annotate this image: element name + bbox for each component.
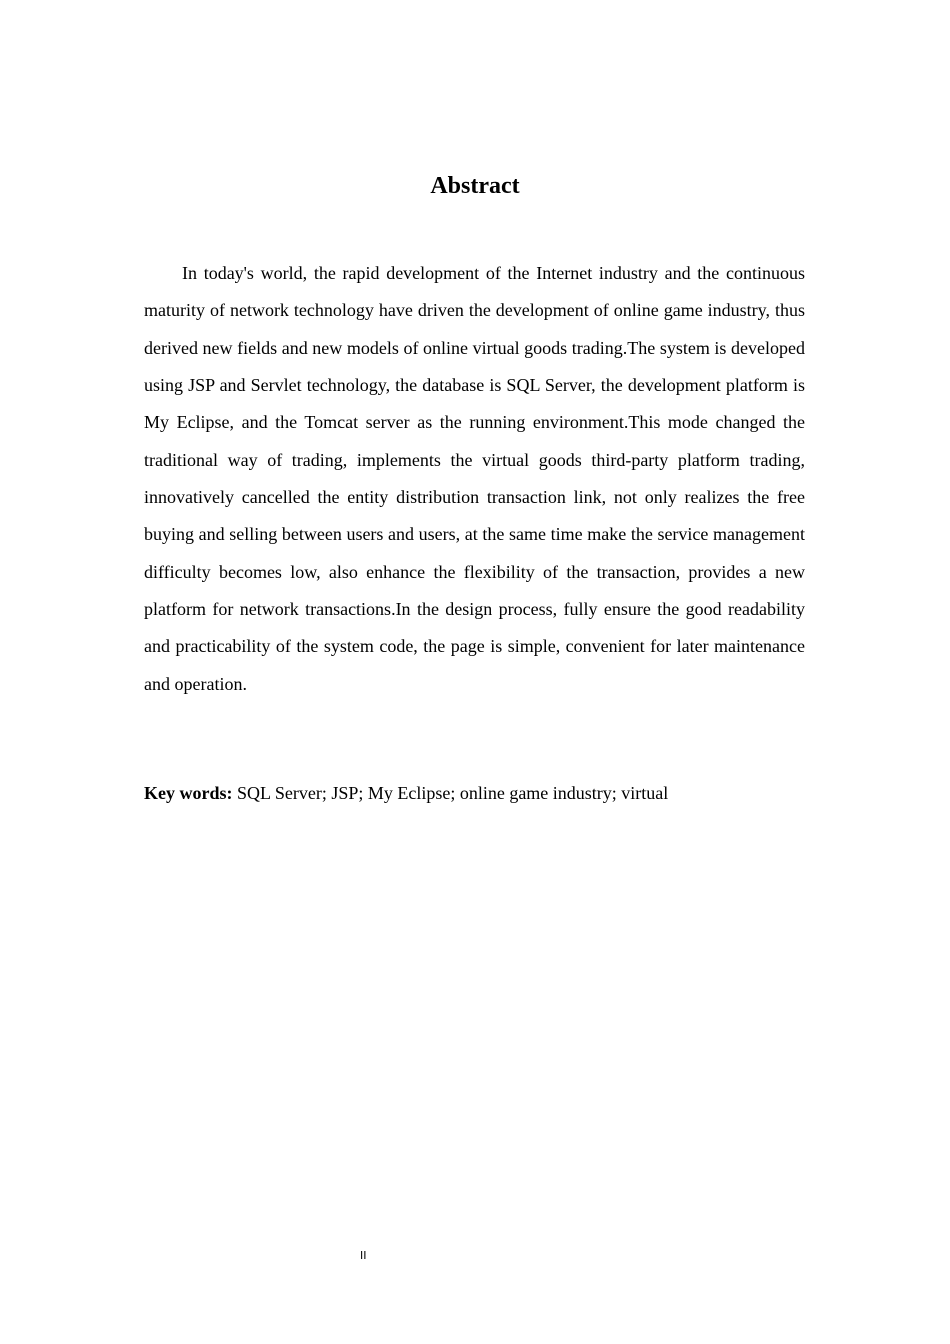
keywords-list: SQL Server; JSP; My Eclipse; online game industry; virtual [237,783,669,803]
keywords-line [144,775,805,812]
abstract-body: In today's world, the rapid development of the Internet industry and the continuous maturity of network technology have driven the development of online game industry, thus derived new fields and new models of online virtual goods trading.The system is developed using JSP and Servlet technology, the database is SQL Server, the development platform is My Eclipse, and the Tomcat server as the running environment.This mode changed the traditional way of trading, implements the virtual goods third-party platform trading, innovatively cancelled the entity distribution transaction link, not only realizes the free buying and selling between users and users, at the same time make the service management difficulty becomes low, also enhance the flexibility of the transaction, provides a new platform for network transactions.In the design process, fully ensure the good readability and practicability of the system code, the page is simple, convenient for later maintenance and operation. [144,263,805,694]
page-number: II [360,1249,367,1262]
keywords-label: Key words: [144,783,233,803]
abstract-title: Abstract [430,173,520,199]
